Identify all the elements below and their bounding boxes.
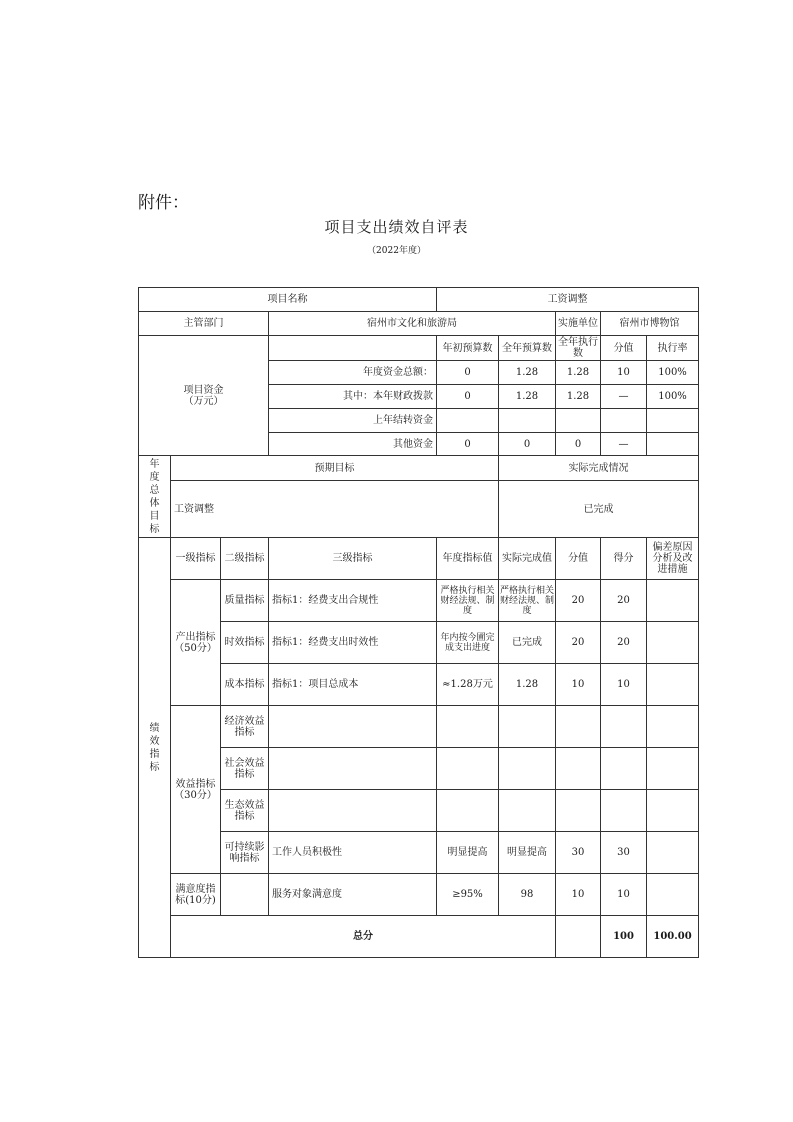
indicator-header: 一级指标 bbox=[171, 538, 221, 580]
expected-goal-text: 工资调整 bbox=[171, 481, 499, 538]
funds-header: 执行率 bbox=[647, 336, 699, 361]
year-label: （2022年度） bbox=[367, 246, 426, 256]
satisfaction-indicator-label: 满意度指标(10分) bbox=[171, 874, 221, 916]
note-timeliness bbox=[647, 622, 699, 664]
funds-cell bbox=[499, 409, 556, 433]
funds-cell: 1.28 bbox=[556, 385, 601, 409]
target-quality: 严格执行相关财经法规、制度 bbox=[437, 580, 499, 622]
got-cost: 10 bbox=[601, 664, 647, 706]
level2-sustainable: 可持续影响指标 bbox=[221, 832, 269, 874]
funds-cell: 100% bbox=[647, 385, 699, 409]
unit-label: 实施单位 bbox=[556, 312, 601, 336]
level3-satisfaction: 服务对象满意度 bbox=[269, 874, 437, 916]
funds-cell bbox=[556, 409, 601, 433]
score-quality: 20 bbox=[556, 580, 601, 622]
score-cost: 10 bbox=[556, 664, 601, 706]
level2-economic: 经济效益指标 bbox=[221, 706, 269, 748]
funds-cell: 0 bbox=[499, 433, 556, 456]
funds-cell: 0 bbox=[556, 433, 601, 456]
indicator-header: 分值 bbox=[556, 538, 601, 580]
funds-cell bbox=[437, 409, 499, 433]
actual-satisfaction: 98 bbox=[499, 874, 556, 916]
score-timeliness: 20 bbox=[556, 622, 601, 664]
funds-cell: 0 bbox=[437, 385, 499, 409]
funds-cell: 100% bbox=[647, 361, 699, 385]
indicator-header: 实际完成值 bbox=[499, 538, 556, 580]
funds-cell: 1.28 bbox=[556, 361, 601, 385]
actual-goal-header: 实际完成情况 bbox=[499, 456, 699, 481]
level2-cost: 成本指标 bbox=[221, 664, 269, 706]
funds-cell: — bbox=[601, 433, 647, 456]
funds-header: 全年执行数 bbox=[556, 336, 601, 361]
got-timeliness: 20 bbox=[601, 622, 647, 664]
funds-header: 全年预算数 bbox=[499, 336, 556, 361]
target-satisfaction: ≥95% bbox=[437, 874, 499, 916]
funds-cell bbox=[647, 409, 699, 433]
note-quality bbox=[647, 580, 699, 622]
note-sustainable bbox=[647, 832, 699, 874]
score-satisfaction: 10 bbox=[556, 874, 601, 916]
expected-goal-header: 预期目标 bbox=[171, 456, 499, 481]
benefit-indicator-label: 效益指标（30分） bbox=[171, 706, 221, 874]
got-quality: 20 bbox=[601, 580, 647, 622]
indicator-header: 二级指标 bbox=[221, 538, 269, 580]
funds-row-label: 上年结转资金 bbox=[269, 409, 437, 433]
indicator-header: 偏差原因分析及改进措施 bbox=[647, 538, 699, 580]
actual-goal-text: 已完成 bbox=[499, 481, 699, 538]
funds-row-label: 其他资金 bbox=[269, 433, 437, 456]
funds-cell bbox=[647, 433, 699, 456]
output-indicator-label: 产出指标（50分） bbox=[171, 580, 221, 706]
level3-timeliness: 指标1：经费支出时效性 bbox=[269, 622, 437, 664]
indicator-header: 得分 bbox=[601, 538, 647, 580]
got-sustainable: 30 bbox=[601, 832, 647, 874]
note-satisfaction bbox=[647, 874, 699, 916]
funds-header: 分值 bbox=[601, 336, 647, 361]
target-cost: ≈1.28万元 bbox=[437, 664, 499, 706]
indicator-header: 三级指标 bbox=[269, 538, 437, 580]
level3-cost: 指标1：项目总成本 bbox=[269, 664, 437, 706]
target-sustainable: 明显提高 bbox=[437, 832, 499, 874]
self-evaluation-table bbox=[138, 287, 699, 958]
funds-header-blank bbox=[269, 336, 437, 361]
level2-timeliness: 时效指标 bbox=[221, 622, 269, 664]
goals-label: 年 度 总 体 目 标 bbox=[139, 456, 171, 538]
level2-ecological: 生态效益指标 bbox=[221, 790, 269, 832]
level3-quality: 指标1：经费支出合规性 bbox=[269, 580, 437, 622]
attachment-label: 附件： bbox=[138, 193, 189, 213]
funds-cell: 1.28 bbox=[499, 385, 556, 409]
funds-cell: — bbox=[601, 385, 647, 409]
got-satisfaction: 10 bbox=[601, 874, 647, 916]
funds-cell: 1.28 bbox=[499, 361, 556, 385]
actual-cost: 1.28 bbox=[499, 664, 556, 706]
actual-sustainable: 明显提高 bbox=[499, 832, 556, 874]
score-sustainable: 30 bbox=[556, 832, 601, 874]
note-cost bbox=[647, 664, 699, 706]
level2-social: 社会效益指标 bbox=[221, 748, 269, 790]
level2-quality: 质量指标 bbox=[221, 580, 269, 622]
level3-sustainable: 工作人员积极性 bbox=[269, 832, 437, 874]
total-got: 100.00 bbox=[647, 916, 699, 958]
funds-cell bbox=[601, 409, 647, 433]
dept-value: 宿州市文化和旅游局 bbox=[269, 312, 556, 336]
funds-row-label: 年度资金总额： bbox=[269, 361, 437, 385]
funds-cell: 10 bbox=[601, 361, 647, 385]
funds-label: 项目资金 （万元） bbox=[139, 336, 269, 456]
level2-satisfaction bbox=[221, 874, 269, 916]
project-name-value: 工资调整 bbox=[437, 288, 699, 312]
indicator-header: 年度指标值 bbox=[437, 538, 499, 580]
unit-value: 宿州市博物馆 bbox=[601, 312, 699, 336]
funds-header: 年初预算数 bbox=[437, 336, 499, 361]
project-name-label: 项目名称 bbox=[139, 288, 437, 312]
actual-quality: 严格执行相关财经法规、制度 bbox=[499, 580, 556, 622]
funds-cell: 0 bbox=[437, 433, 499, 456]
indicators-label: 绩 效 指 标 bbox=[139, 538, 171, 958]
funds-row-label: 其中：本年财政拨款 bbox=[269, 385, 437, 409]
total-label: 总分 bbox=[171, 916, 556, 958]
total-score: 100 bbox=[601, 916, 647, 958]
actual-timeliness: 已完成 bbox=[499, 622, 556, 664]
funds-cell: 0 bbox=[437, 361, 499, 385]
target-timeliness: 年内按今圃完成支出进度 bbox=[437, 622, 499, 664]
page-title: 项目支出绩效自评表 bbox=[324, 218, 469, 236]
dept-label: 主管部门 bbox=[139, 312, 269, 336]
